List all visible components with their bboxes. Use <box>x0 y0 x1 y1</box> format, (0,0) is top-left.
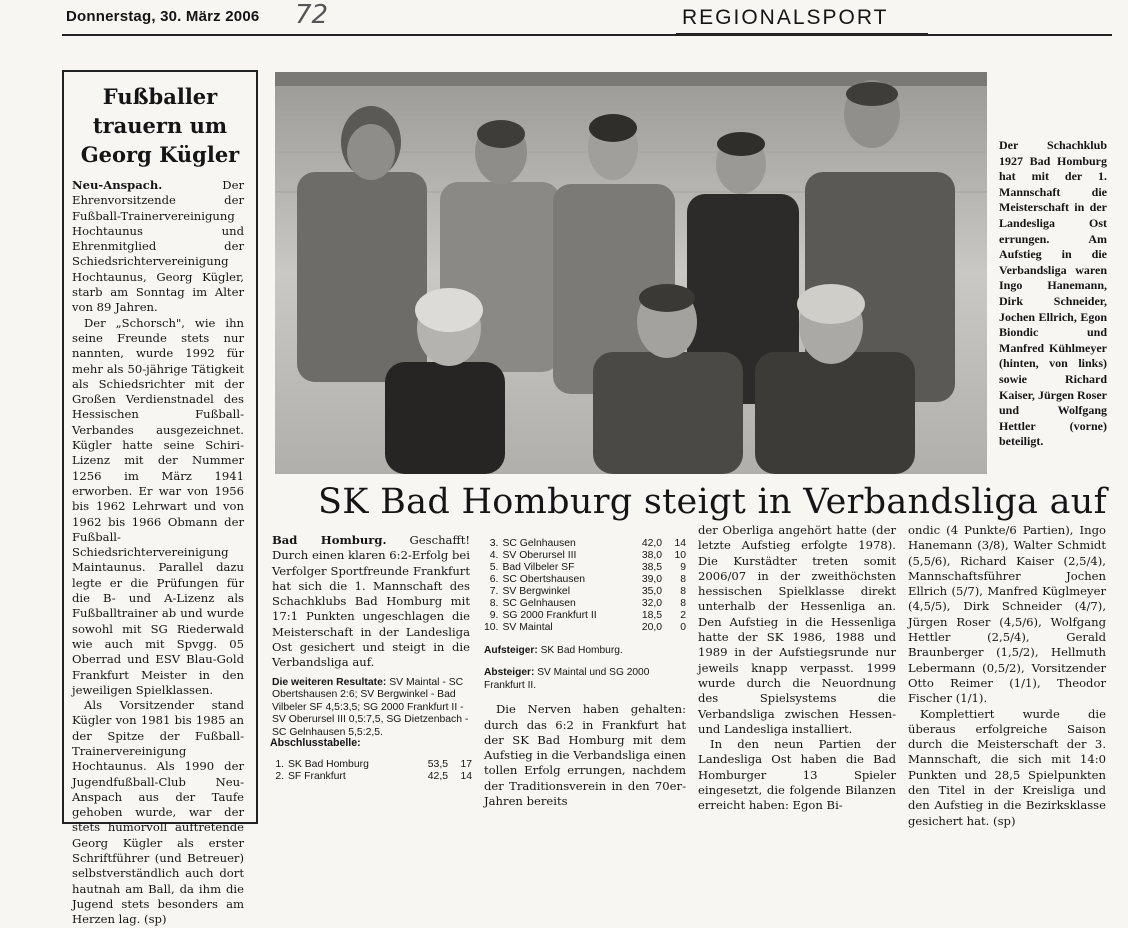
paragraph: Als Vorsitzender stand Kügler von 1981 bis 1985 an der Spitze der Fußball-Trainervereinigung Hochtaunus. Als 1990 der Jugendfußball-Club Neu-Anspach aus der Taufe gehoben wurde, war der stets humorvoll auftretende Georg Kügler als erster Schriftführer (und Betreuer) selbstverständlich auch dort hautnah am Ball, da ihm die Jugend stets besonders am Herzen lag. (sp) <box>72 698 244 927</box>
dateline: Neu-Anspach. <box>72 178 163 192</box>
table-cell-points: 53,5 <box>427 759 448 770</box>
table-cell-matchpoints: 8 <box>680 598 686 609</box>
table-cell-pos: 4. <box>489 550 499 561</box>
aufsteiger-line <box>484 645 686 657</box>
paragraph <box>72 178 244 316</box>
standings-table-part1 <box>270 759 472 783</box>
results-paragraph <box>272 677 470 740</box>
table-label: Abschlusstabelle: <box>270 737 361 749</box>
paragraph: ondic (4 Punkte/6 Partien), Ingo Hanemann (3/8), Walter Schmidt (5,5/6), Richard Kaiser (2,5/4), Mannschaftsführer Jochen Ellrich (5/7), Manfred Küglmeyer (4,5/5), Dirk Schneider (4/7), Jürgen Roser (4,5/6), Wolfgang Hettler (2,5/4), Gerald Braunberger (1,5/2), Hellmuth Lebermann (0,5/2), Vorsitzender Otto Reimer (1/1), Theodor Fischer (1/1). <box>908 523 1106 706</box>
paragraph: Die Nerven haben gehalten: durch das 6:2 in Frankfurt hat der SK Bad Homburg mit dem Aufstieg in die Verbandsliga einen tollen Erfolg errungen, nachdem der Traditionsverein in den 70er-Jahren bereits <box>484 702 686 808</box>
paragraph: Komplettiert wurde die überaus erfolgreiche Saison durch die Meisterschaft der 3. Mannschaft, die sich mit 14:0 Punkten und 28,5 Spielpunkten den Titel in der Kreisliga und den Aufstieg in die Bezirksklasse gesichert hat. (sp) <box>908 706 1106 828</box>
table-cell-pos: 10. <box>484 622 499 633</box>
team-photo-image <box>275 72 987 474</box>
title-line: Fußballer <box>102 84 218 109</box>
table-row <box>484 622 686 634</box>
absteiger-label: Absteiger: <box>484 667 535 679</box>
section-title: REGIONALSPORT <box>682 6 889 29</box>
table-cell-points: 38,5 <box>641 562 663 573</box>
title-line: trauern um <box>92 113 228 138</box>
left-article-body <box>72 178 244 928</box>
dateline: Bad Homburg. <box>272 533 387 547</box>
absteiger-text: SV Maintal und SG 2000 Frankfurt II. <box>484 667 650 691</box>
table-row <box>484 610 686 622</box>
table-cell-team: SV Oberursel III <box>502 550 577 561</box>
table-cell-team: SG 2000 Frankfurt II <box>502 610 597 621</box>
table-row <box>484 550 686 562</box>
table-cell-team: SF Frankfurt <box>288 771 346 782</box>
aufsteiger-label: Aufsteiger: <box>484 645 538 656</box>
header-rule <box>62 34 1112 36</box>
table-cell-matchpoints: 9 <box>680 562 686 573</box>
table-cell-pos: 2. <box>275 771 284 782</box>
table-cell-team: Bad Vilbeler SF <box>502 562 575 573</box>
table-cell-points: 35,0 <box>641 586 663 597</box>
table-row <box>484 574 686 586</box>
table-cell-matchpoints: 8 <box>680 586 686 597</box>
photo-caption: Der Schachklub 1927 Bad Homburg hat mit der 1. Mannschaft die Meisterschaft in der Landesliga Ost errungen. Am Aufstieg in die Verbandsliga waren Ingo Hanemann, Dirk Schneider, Jochen Ellrich, Egon Biondic und Manfred Kühlmeyer (hinten, von links) sowie Richard Kaiser, Jürgen Roser und Wolfgang Hettler (vorne) beteiligt. <box>999 138 1107 449</box>
table-cell-team: SV Maintal <box>502 622 553 633</box>
table-cell-pos: 9. <box>489 610 499 621</box>
table-cell-team: SK Bad Homburg <box>288 759 369 770</box>
handwritten-note: 72 <box>295 0 329 30</box>
team-photo <box>275 72 987 474</box>
table-cell-matchpoints: 2 <box>680 610 686 621</box>
table-cell-pos: 8. <box>489 598 499 609</box>
table-cell-points: 39,0 <box>641 574 663 585</box>
table-row <box>484 598 686 610</box>
table-row <box>484 586 686 598</box>
table-cell-pos: 7. <box>489 586 499 597</box>
title-line: Georg Kügler <box>80 142 240 167</box>
page-date: Donnerstag, 30. März 2006 <box>66 8 260 25</box>
table-cell-matchpoints: 14 <box>460 771 472 782</box>
table-row <box>270 771 472 783</box>
table-row <box>270 759 472 771</box>
main-article-col-4 <box>908 523 1106 829</box>
main-headline: SK Bad Homburg steigt in Verbandsliga auf <box>318 482 1107 522</box>
table-cell-points: 18,5 <box>641 610 663 621</box>
table-cell-pos: 5. <box>489 562 499 573</box>
paragraph: Der „Schorsch", wie ihn seine Freunde stets nur nannten, wurde 1992 für mehr als 50-jährige Tätigkeit als Schiedsrichter mit der Großen Verdienstnadel des Hessischen Fußball-Verbandes ausgezeichnet. Kügler hatte seine Schiri-Lizenz mit der Nummer 1256 im März 1941 erworben. Er war von 1956 bis 1962 Lehrwart und von 1962 bis 1966 Obmann der Fußball-Schiedsrichtervereinigung Maintaunus. Parallel dazu legte er die Prüfungen für die B- und A-Lizenz als Fußballtrainer ab und wurde sowohl mit SG Riederwald wie auch mit Spvgg. 05 Oberrad und ESV Blau-Gold Frankfurt Meister in den jeweiligen Spielklassen. <box>72 315 244 697</box>
table-cell-matchpoints: 10 <box>674 550 686 561</box>
main-article-col-1 <box>272 533 470 740</box>
table-cell-team: SC Gelnhausen <box>502 538 576 549</box>
table-cell-team: SC Obertshausen <box>502 574 586 585</box>
left-article-title <box>66 82 254 169</box>
table-cell-matchpoints: 17 <box>460 759 472 770</box>
paragraph: der Oberliga angehört hatte (der letzte Aufstieg erfolgte 1978). Die Kurstädter treten somit 2006/07 in der zweithöchsten hessischen Spielklasse direkt unterhalb der Hessenliga an. Den Aufstieg in die Hessenliga hatte der SK 1986, 1988 und 1989 in der Aufstiegsrunde nur jeweils knapp verpasst. 1999 wurde durch die Neuordnung des Spielsystems die Verbandsliga zwischen Hessen- und Landesliga installiert. <box>698 523 896 736</box>
table-cell-points: 32,0 <box>641 598 663 609</box>
main-article-col-3 <box>698 523 896 814</box>
table-cell-pos: 3. <box>489 538 499 549</box>
results-text: SV Maintal - SC Obertshausen 2:6; SV Bergwinkel - Bad Vilbeler SF 4,5:3,5; SG 2000 Frankfurt II - SV Oberursel III 0,5:7,5, SG Dietzenbach - SC Gelnhausen 5,5:2,5. <box>272 676 469 739</box>
paragraph-text: Geschafft! Durch einen klaren 6:2-Erfolg bei Verfolger Sportfreunde Frankfurt hat sich die 1. Mannschaft des Schachklubs Bad Homburg mit 17:1 Punkten ungeschlagen die Meisterschaft in der Landesliga Ost gesichert und steigt in die Verbandsliga auf. <box>272 533 471 670</box>
table-cell-team: SC Gelnhausen <box>502 598 576 609</box>
table-cell-matchpoints: 14 <box>674 538 686 549</box>
section-rule <box>676 33 928 36</box>
table-cell-matchpoints: 8 <box>680 574 686 585</box>
paragraph-text: Der Ehrenvorsitzende der Fußball-Trainervereinigung Hochtaunus und Ehrenmitglied der Schiedsrichtervereinigung Hochtaunus, Georg Kügler, starb am Sonntag im Alter von 89 Jahren. <box>72 178 244 315</box>
paragraph <box>272 533 470 671</box>
table-cell-points: 42,0 <box>641 538 663 549</box>
aufsteiger-text: SK Bad Homburg. <box>540 645 623 656</box>
standings-table-part2 <box>484 538 686 634</box>
table-cell-pos: 1. <box>275 759 284 770</box>
table-cell-points: 20,0 <box>641 622 663 633</box>
table-cell-pos: 6. <box>489 574 499 585</box>
table-row <box>484 538 686 550</box>
table-cell-points: 42,5 <box>427 771 448 782</box>
main-article-col-2 <box>484 538 686 813</box>
table-cell-team: SV Bergwinkel <box>502 586 571 597</box>
results-label: Die weiteren Resultate: <box>272 676 387 688</box>
absteiger-line <box>484 667 686 692</box>
table-row <box>484 562 686 574</box>
paragraph: In den neun Partien der Landesliga Ost haben die Bad Homburger 13 Spieler eingesetzt, die folgende Bilanzen erreicht haben: Egon Bi- <box>698 737 896 813</box>
table-cell-matchpoints: 0 <box>680 622 686 633</box>
table-cell-points: 38,0 <box>641 550 663 561</box>
